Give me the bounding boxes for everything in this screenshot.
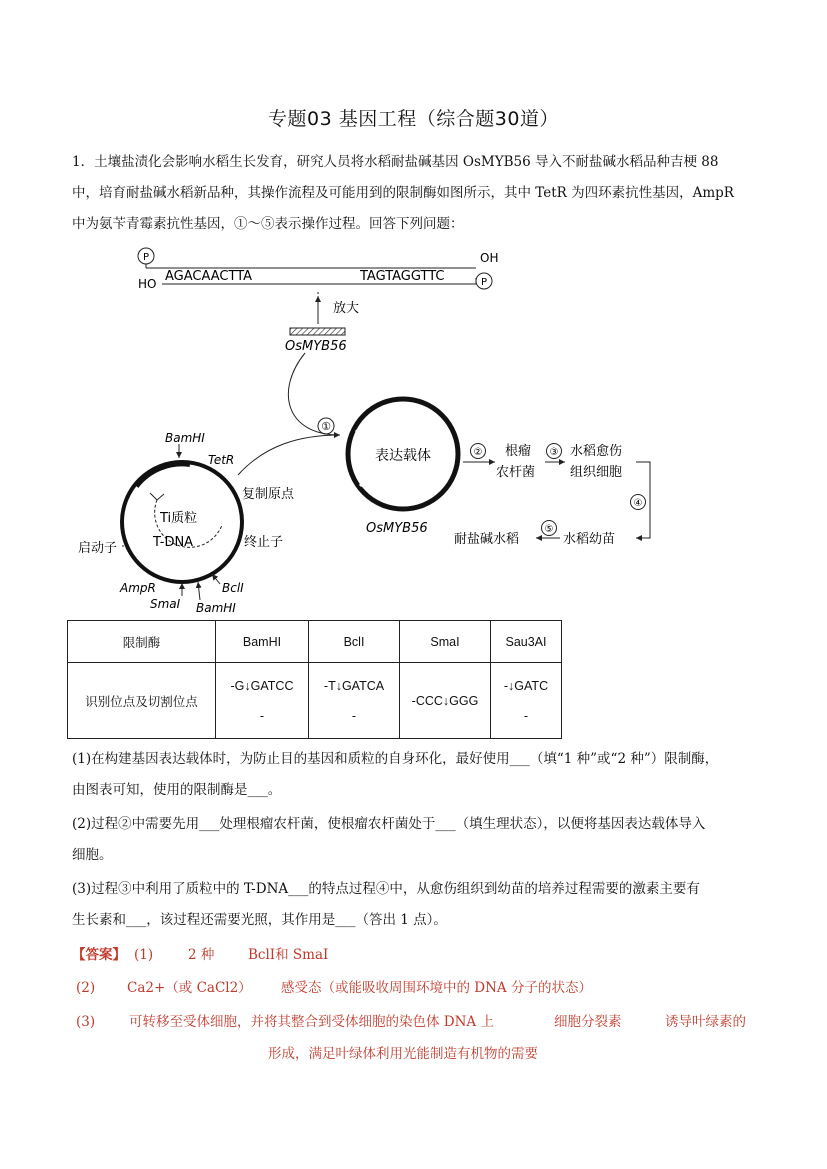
answer-3-part1: 可转移至受体细胞，并将其整合到受体细胞的染色体 DNA 上: [129, 1014, 494, 1030]
seq-left: AGACAACTTA: [165, 269, 253, 284]
answer-3-part3: 诱导叶绿素的: [665, 1014, 746, 1030]
q3-line1: (3)过程③中利用了质粒中的 T-DNA___的特点过程④中，从愈伤组织到幼苗的培养过程需要的激素主要有: [72, 881, 700, 897]
tolerant-rice-label: 耐盐碱水稻: [454, 532, 520, 547]
step2-label: ②: [473, 447, 483, 458]
step1-label: ①: [321, 420, 331, 433]
phosphate-top: P: [142, 252, 150, 263]
gene-fragment: [290, 328, 345, 335]
agro-line2: 农杆菌: [496, 465, 536, 480]
oh-end: OH: [480, 251, 499, 265]
dna-sequence: [138, 248, 498, 291]
tdna-label: T-DNA: [153, 535, 194, 550]
terminator-label: 终止子: [244, 535, 284, 550]
promoter-label: 启动子: [78, 541, 118, 556]
amplify-label: 放大: [333, 301, 360, 316]
q1-line2: 由图表可知，使用的限制酶是___。: [72, 782, 282, 798]
answer-label: 【答案】: [72, 947, 126, 963]
bcl1-label: BclⅠ: [222, 581, 244, 595]
enzyme-sau3ai: Sau3AI: [491, 621, 562, 663]
question-stem-line3: 中为氨苄青霉素抗性基因，①～⑤表示操作过程。回答下列问题：: [72, 216, 464, 232]
page-title: 专题03 基因工程（综合题30道）: [268, 108, 559, 130]
tetr-label: TetR: [208, 453, 235, 467]
q1-line1: (1)在构建基因表达载体时，为防止目的基因和质粒的自身环化，最好使用___（填“1 种”或“2 种”）限制酶，: [72, 751, 719, 767]
gene-name: OsMYB56: [285, 339, 347, 354]
site-smai: -CCC↓GGG: [400, 663, 491, 739]
enzyme-bcli: BclI: [309, 621, 400, 663]
step4-label: ④: [633, 498, 643, 509]
question-stem-line2: 中，培育耐盐碱水稻新品种，其操作流程及可能用到的限制酶如图所示，其中 TetR 为四环素抗性基因，AmpR: [72, 185, 734, 201]
answer-3-part2: 细胞分裂素: [554, 1014, 622, 1030]
callus-line1: 水稻愈伤: [570, 444, 623, 459]
ori-label: 复制原点: [242, 487, 295, 502]
answer-1-part1: 2 种: [188, 947, 215, 963]
site-bcli: -T↓GATCA -: [309, 663, 400, 739]
q2-line2: 细胞。: [72, 847, 113, 863]
answer-1-number: (1): [134, 947, 154, 963]
answer-3-number: (3): [76, 1014, 96, 1030]
table-row-label: 识别位点及切割位点: [68, 663, 216, 739]
enzyme-bamhi: BamHI: [216, 621, 309, 663]
ampr-label: AmpR: [120, 581, 156, 595]
site-bamhi: -G↓GATCC -: [216, 663, 309, 739]
callus-line2: 组织细胞: [570, 465, 623, 480]
answer-2-part1: Ca2+（或 CaCl2）: [127, 980, 252, 996]
seq-right: TAGTAGGTTC: [360, 269, 445, 284]
q2-line1: (2)过程②中需要先用___处理根瘤农杆菌，使根瘤农杆菌处于___（填生理状态），以便将基因表达载体导入: [72, 816, 706, 832]
table-header-label: 限制酶: [68, 621, 216, 663]
agro-line1: 根瘤: [505, 444, 532, 459]
phosphate-bottom: P: [480, 277, 488, 288]
step3-label: ③: [549, 447, 559, 458]
enzyme-smai: SmaI: [400, 621, 491, 663]
answer-2-part2: 感受态（或能吸收周围环境中的 DNA 分子的状态）: [281, 980, 592, 996]
question-stem-line1: 1．土壤盐渍化会影响水稻生长发育，研究人员将水稻耐盐碱基因 OsMYB56 导入不耐盐碱水稻品种吉梗 88: [72, 154, 719, 170]
gene-engineering-diagram: [0, 240, 827, 620]
plasmid-label: Ti质粒: [160, 511, 198, 526]
answer-3-part4: 形成，满足叶绿体利用光能制造有机物的需要: [268, 1046, 538, 1062]
ho-end: HO: [138, 277, 157, 291]
answer-2-number: (2): [76, 980, 96, 996]
smai-label: SmaⅠ: [150, 597, 181, 611]
q3-line2: 生长素和___，该过程还需要光照，其作用是___（答出 1 点）。: [72, 912, 447, 928]
vector-label: 表达载体: [375, 448, 431, 464]
site-sau3ai: -↓GATC -: [491, 663, 562, 739]
restriction-enzyme-table: [67, 620, 562, 739]
bamh1-top-label: BamHⅠ: [165, 431, 205, 445]
answer-1-part2: BclI和 SmaI: [248, 947, 329, 963]
step5-label: ⑤: [544, 524, 554, 535]
seedling-label: 水稻幼苗: [563, 532, 616, 547]
bamh1-bottom-label: BamHⅠ: [196, 601, 236, 615]
vector-gene: OsMYB56: [366, 521, 428, 536]
